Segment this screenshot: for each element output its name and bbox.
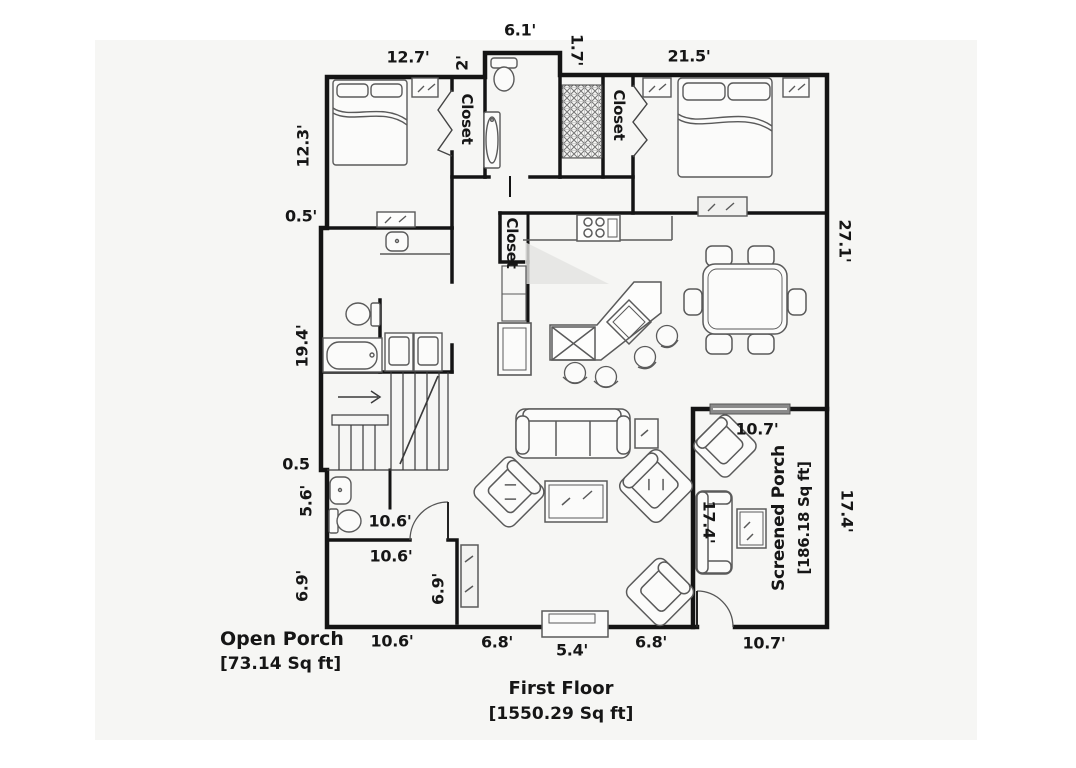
dimension-label: 17.4' — [699, 500, 719, 544]
dimension-label: 6.9' — [292, 569, 312, 603]
dimension-label: 6.9' — [428, 572, 448, 606]
first-floor-caption — [411, 678, 711, 724]
room-label: [186.18 Sq ft] — [795, 461, 813, 575]
open-porch-label: Open Porch — [220, 628, 344, 650]
open-porch-area: [73.14 Sq ft] — [220, 654, 342, 674]
dimension-label: 17.4' — [837, 489, 857, 533]
dimension-label: 0.5 — [282, 454, 310, 474]
dimension-label: 10.6' — [370, 631, 414, 651]
dimension-label: 6.8' — [634, 632, 668, 652]
dimension-label: 1.7' — [567, 33, 587, 67]
dimension-label: 10.6' — [369, 546, 413, 566]
dimension-label: 10.6' — [368, 511, 412, 531]
room-label: Closet — [458, 93, 476, 145]
dimension-label: 2' — [452, 55, 472, 71]
dimension-label: 27.1' — [835, 219, 855, 263]
dimension-label: 12.3' — [293, 124, 313, 168]
room-label: Closet — [503, 217, 521, 269]
dimension-label: 6.1' — [503, 20, 537, 40]
dimension-label: 5.6' — [296, 484, 316, 518]
dimension-label: 21.5' — [667, 46, 711, 66]
first-floor-label: First Floor — [508, 678, 614, 699]
room-label: Closet — [610, 89, 628, 141]
dimension-label: 12.7' — [386, 47, 430, 67]
dimension-label: 6.8' — [480, 632, 514, 652]
open-porch-caption — [220, 628, 344, 674]
dimension-label: 5.4' — [555, 640, 589, 660]
dimension-label: 19.4' — [292, 324, 312, 368]
dimension-label: 10.7' — [742, 633, 786, 653]
dimension-label: 10.7' — [735, 419, 779, 439]
first-floor-area: [1550.29 Sq ft] — [488, 704, 634, 724]
dimension-label: 0.5' — [284, 206, 318, 226]
room-label: Screened Porch — [769, 445, 789, 591]
